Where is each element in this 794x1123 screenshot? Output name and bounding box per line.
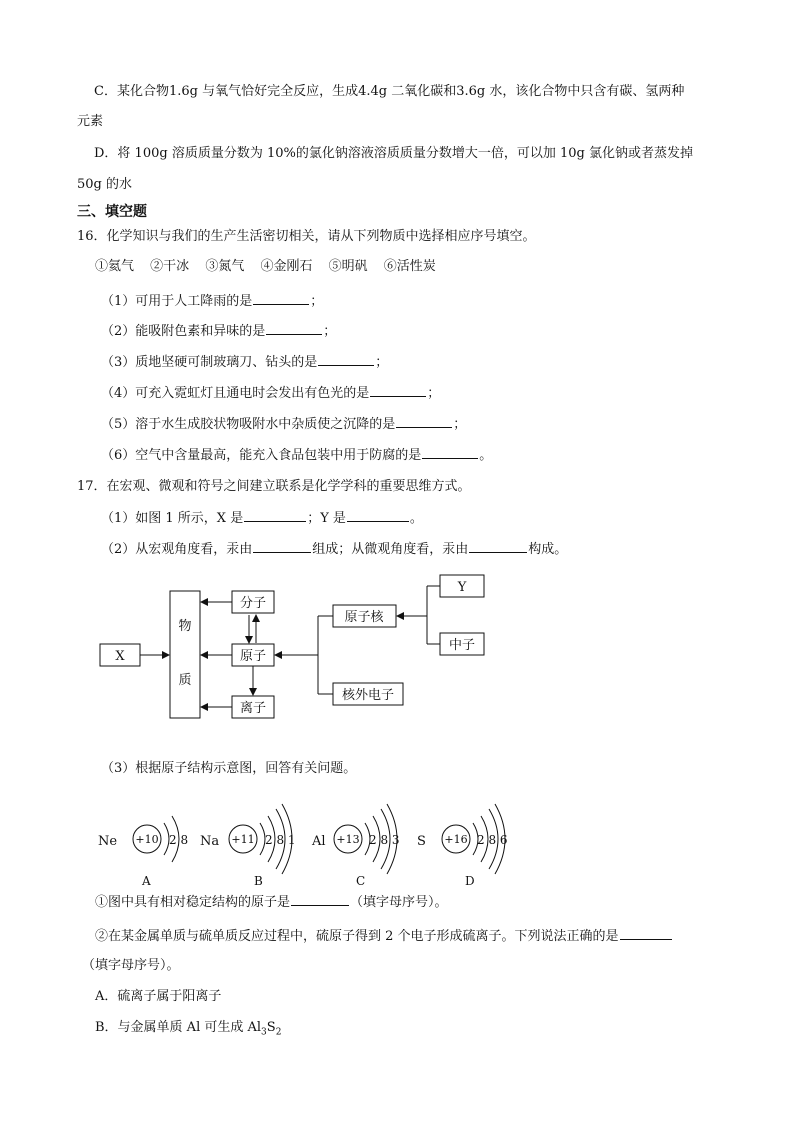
option-text: S bbox=[266, 1020, 276, 1035]
atom-letter: D bbox=[465, 874, 475, 888]
item-text: （1）可用于人工降雨的是 bbox=[101, 294, 253, 309]
q17-sub2-line2: （填字母序号）。 bbox=[82, 958, 180, 973]
electrons-label: 核外电子 bbox=[341, 688, 395, 703]
answer-blank[interactable] bbox=[244, 509, 306, 522]
ion-label: 离子 bbox=[239, 701, 267, 716]
nucleus-charge: +13 bbox=[336, 833, 360, 846]
option: ⑤明矾 bbox=[328, 259, 368, 274]
atom-label: 原子 bbox=[239, 649, 267, 664]
q17-option-b bbox=[95, 1019, 281, 1042]
q17-sub2 bbox=[95, 927, 673, 946]
q16-options bbox=[95, 258, 448, 276]
item-text: （6）空气中含量最高，能充入食品包装中用于防腐的是 bbox=[101, 448, 422, 463]
shell-numbers: 2 8 1 bbox=[265, 833, 296, 847]
part-text: （1）如图 1 所示，X 是 bbox=[101, 511, 244, 526]
sub-text: （填字母序号）。 bbox=[350, 895, 448, 910]
item-text: （4）可充入霓虹灯且通电时会发出有色光的是 bbox=[101, 386, 370, 401]
atom-letter: B bbox=[254, 874, 263, 888]
part-text: 构成。 bbox=[528, 542, 568, 557]
matter-label-1: 物 bbox=[178, 619, 192, 634]
atom-symbol: S bbox=[417, 834, 426, 849]
option: ⑥活性炭 bbox=[383, 259, 436, 274]
matter-structure-diagram bbox=[90, 568, 510, 728]
shell-numbers: 2 8 3 bbox=[369, 833, 400, 847]
subscript: 2 bbox=[275, 1027, 282, 1038]
option-text: B．与金属单质 Al 可生成 Al bbox=[95, 1020, 262, 1035]
y-label: Y bbox=[457, 580, 467, 595]
q17-stem: 17．在宏观、微观和符号之间建立联系是化学学科的重要思维方式。 bbox=[77, 479, 471, 494]
q15-c-line1: C．某化合物1.6g 与氧气恰好完全反应，生成4.4g 二氧化碳和3.6g 水，该化合物中只含有碳、氢两种 bbox=[94, 84, 685, 99]
atom-symbol: Al bbox=[312, 834, 326, 849]
q17-part2 bbox=[101, 540, 567, 559]
item-punct: ； bbox=[453, 417, 467, 432]
answer-blank[interactable] bbox=[318, 353, 374, 366]
part-text: （2）从宏观角度看，汞由 bbox=[101, 542, 253, 557]
item-punct: ； bbox=[323, 324, 337, 339]
q17-option-a: A．硫离子属于阳离子 bbox=[95, 989, 222, 1004]
nucleus-charge: +11 bbox=[231, 833, 255, 846]
x-label: X bbox=[115, 649, 125, 664]
item-punct: 。 bbox=[479, 448, 493, 463]
answer-blank[interactable] bbox=[396, 415, 452, 428]
atom-letter: A bbox=[142, 874, 151, 888]
nucleus-charge: +16 bbox=[444, 833, 468, 846]
q16-item bbox=[101, 415, 466, 434]
item-text: （5）溶于水生成胶状物吸附水中杂质使之沉降的是 bbox=[101, 417, 396, 432]
q16-item bbox=[101, 446, 492, 465]
q17-part3: （3）根据原子结构示意图，回答有关问题。 bbox=[101, 761, 357, 776]
item-punct: ； bbox=[427, 386, 441, 401]
subscript: 3 bbox=[261, 1027, 267, 1038]
option: ④金刚石 bbox=[260, 259, 313, 274]
q17-sub1 bbox=[95, 893, 448, 912]
answer-blank[interactable] bbox=[347, 509, 409, 522]
part-text: 组成；从微观角度看，汞由 bbox=[312, 542, 469, 557]
molecule-label: 分子 bbox=[239, 596, 267, 611]
q15-d-line2: 50g 的水 bbox=[77, 177, 132, 192]
q16-item bbox=[101, 322, 336, 341]
sub-text: ①图中具有相对稳定结构的原子是 bbox=[95, 895, 291, 910]
part-text: ；Y 是 bbox=[307, 511, 346, 526]
part-text: 。 bbox=[409, 511, 423, 526]
atom-structure-diagrams bbox=[90, 788, 530, 888]
answer-blank[interactable] bbox=[253, 540, 311, 553]
section-title: 三、填空题 bbox=[77, 204, 147, 220]
item-text: （2）能吸附色素和异味的是 bbox=[101, 324, 266, 339]
q16-stem: 16．化学知识与我们的生产生活密切相关，请从下列物质中选择相应序号填空。 bbox=[77, 229, 536, 244]
answer-blank[interactable] bbox=[620, 927, 672, 940]
matter-box bbox=[170, 591, 200, 718]
answer-blank[interactable] bbox=[422, 446, 478, 459]
q15-d-line1: D．将 100g 溶质质量分数为 10%的氯化钠溶液溶质质量分数增大一倍，可以加 10g 氯化钠或者蒸发掉 bbox=[94, 146, 693, 161]
q16-item bbox=[101, 353, 388, 372]
atom-symbol: Na bbox=[200, 834, 220, 849]
item-punct: ； bbox=[375, 355, 389, 370]
shell-numbers: 2 8 6 bbox=[477, 833, 508, 847]
nucleus-charge: +10 bbox=[135, 833, 159, 846]
shell-numbers: 2 8 bbox=[169, 833, 189, 847]
answer-blank[interactable] bbox=[370, 384, 426, 397]
sub-text: ②在某金属单质与硫单质反应过程中，硫原子得到 2 个电子形成硫离子。下列说法正确的是 bbox=[95, 929, 619, 944]
q17-part1 bbox=[101, 509, 423, 528]
item-punct: ； bbox=[310, 294, 324, 309]
answer-blank[interactable] bbox=[266, 322, 322, 335]
nucleus-label: 原子核 bbox=[344, 610, 384, 625]
answer-blank[interactable] bbox=[469, 540, 527, 553]
answer-blank[interactable] bbox=[253, 292, 309, 305]
option: ②干冰 bbox=[150, 259, 190, 274]
q16-item bbox=[101, 292, 323, 311]
option: ③氮气 bbox=[205, 259, 245, 274]
item-text: （3）质地坚硬可制玻璃刀、钻头的是 bbox=[101, 355, 318, 370]
matter-label-2: 质 bbox=[178, 673, 192, 688]
neutron-label: 中子 bbox=[448, 638, 476, 653]
q16-item bbox=[101, 384, 440, 403]
answer-blank[interactable] bbox=[291, 893, 349, 906]
atom-symbol: Ne bbox=[98, 834, 118, 849]
q15-c-line2: 元素 bbox=[77, 114, 104, 129]
option: ①氦气 bbox=[95, 259, 135, 274]
atom-letter: C bbox=[356, 874, 366, 888]
